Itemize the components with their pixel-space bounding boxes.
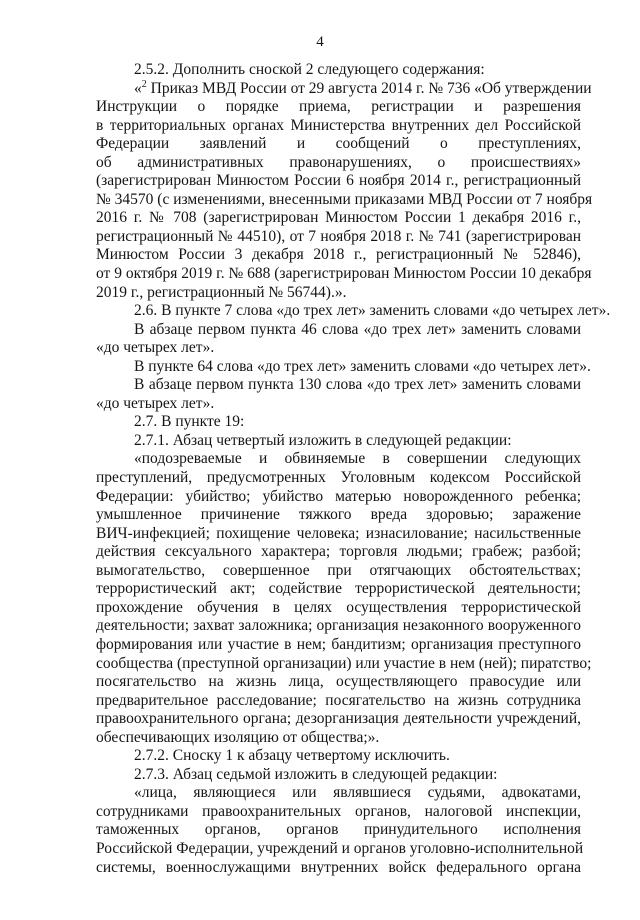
text-line: [96, 376, 581, 395]
text-line: [96, 172, 581, 191]
text-line: [96, 265, 592, 284]
text-line: [96, 395, 581, 414]
text-line-content: 2.7.1. Абзац четвертый изложить в следующей редакции:: [134, 431, 512, 449]
text-line-content: Федерации заявлений и сообщений о преступлениях,: [96, 135, 581, 153]
text-line: [96, 784, 581, 803]
text-line: [96, 246, 581, 265]
text-line: [96, 654, 592, 674]
document-body: [96, 61, 611, 877]
text-line-content: «до четырех лет».: [96, 394, 215, 412]
text-line-content: умышленное причинение тяжкого вреда здоровью; заражение: [96, 506, 581, 524]
text-line-content: 2.5.2. Дополнить сноской 2 следующего содержания:: [134, 61, 485, 78]
text-line: [96, 636, 581, 655]
text-line: [96, 525, 581, 544]
text-line-content: прохождение обучения в целях осуществления террористической: [96, 598, 581, 616]
text-line-content: (зарегистрирован Минюстом России 6 ноября 2014 г., регистрационный: [96, 172, 581, 190]
text-line: [96, 580, 581, 599]
text-line: [96, 766, 581, 785]
text-line-continuation: Приказ МВД России от 29 августа 2014 г. № 736 «Об утверждении: [146, 79, 592, 97]
text-line: [96, 209, 581, 228]
text-line: [96, 228, 581, 247]
text-line-content: ВИЧ-инфекцией; похищение человека; изнасилование; насильственные: [96, 524, 581, 542]
text-line-content: 2.7.3. Абзац седьмой изложить в следующей редакции:: [134, 765, 498, 783]
text-line: [96, 321, 581, 340]
text-line-content: деятельности; захват заложника; организация незаконного вооруженного: [96, 617, 581, 635]
text-line: [96, 562, 581, 581]
text-line-content: «до четырех лет».: [96, 339, 215, 357]
text-line-content: «лица, являющиеся или являвшиеся судьями, адвокатами,: [134, 784, 581, 802]
text-line: [96, 357, 591, 377]
text-line: [96, 135, 581, 154]
text-line-content: Инструкции о порядке приема, регистрации и разрешения: [96, 98, 581, 116]
text-line-content: обеспечивающих изоляцию от общества;».: [96, 728, 380, 746]
text-line-content: 2016 г. № 708 (зарегистрирован Минюстом России 1 декабря 2016 г.,: [96, 209, 581, 227]
text-line: [96, 821, 581, 840]
text-line: [96, 692, 581, 711]
text-line: [96, 154, 581, 173]
text-line-content: в территориальных органах Министерства внутренних дел Российской: [96, 116, 581, 134]
text-line: [96, 506, 581, 525]
text-line: [96, 117, 581, 136]
text-line-content: В пункте 64 слова «до трех лет» заменить словами «до четырех лет».: [134, 357, 591, 375]
text-line: [96, 302, 611, 321]
text-line: [96, 190, 593, 210]
text-line: [96, 803, 581, 822]
text-line: [96, 450, 581, 469]
text-line: [96, 432, 581, 451]
page-number: 4: [316, 34, 324, 50]
footnote-marker: 2: [141, 78, 147, 90]
text-line-content: 2.7. В пункте 19:: [134, 413, 245, 431]
text-line: [96, 710, 581, 729]
text-line-content: «: [134, 79, 142, 97]
text-line-content: 2019 г., регистрационный № 56744).».: [96, 283, 347, 301]
text-line: [96, 859, 581, 878]
text-line-content: от 9 октября 2019 г. № 688 (зарегистрирован Минюстом России 10 декабря: [96, 265, 592, 283]
text-line-content: Минюстом России 3 декабря 2018 г., регистрационный № 52846),: [96, 246, 581, 264]
text-line-content: Федерации: убийство; убийство матерью новорожденного ребенка;: [96, 487, 581, 505]
text-line: [96, 98, 581, 117]
text-line: [96, 488, 581, 507]
text-line: [96, 617, 581, 636]
text-line-content: об административных правонарушениях, о происшествиях»: [96, 153, 581, 171]
text-line-content: 2.7.2. Сноску 1 к абзацу четвертому исключить.: [134, 747, 450, 765]
text-line: [96, 78, 592, 99]
text-line-content: действия сексуального характера; торговля людьми; грабеж; разбой;: [96, 543, 581, 561]
text-line-content: формирования или участие в нем; бандитизм; организация преступного: [96, 635, 581, 653]
text-line-content: системы, военнослужащими внутренних войск федерального органа: [96, 858, 581, 876]
text-line-content: «подозреваемые и обвиняемые в совершении следующих: [134, 450, 581, 468]
text-line-content: сообщества (преступной организации) или участие в нем (ней); пиратство;: [96, 654, 592, 672]
text-line: [96, 413, 581, 432]
text-line-content: 2.6. В пункте 7 слова «до трех лет» заменить словами «до четырех лет».: [134, 302, 611, 320]
text-line: [96, 839, 584, 859]
text-line-content: посягательство на жизнь лица, осуществляющего правосудие или: [96, 673, 581, 691]
text-line: [96, 284, 581, 303]
text-line-content: регистрационный № 44510), от 7 ноября 2018 г. № 741 (зарегистрирован: [96, 227, 581, 245]
text-line: [96, 339, 581, 358]
text-line: [96, 673, 581, 692]
text-line: [96, 61, 581, 80]
text-line-content: преступлений, предусмотренных Уголовным кодексом Российской: [96, 469, 581, 487]
text-line-content: вымогательство, совершенное при отягчающих обстоятельствах;: [96, 561, 581, 579]
text-line-content: В абзаце первом пункта 46 слова «до трех лет» заменить словами: [134, 320, 581, 338]
text-line: [96, 747, 581, 766]
text-line-content: таможенных органов, органов принудительного исполнения: [96, 821, 581, 839]
text-line: [96, 543, 581, 562]
text-line-content: террористический акт; содействие террористической деятельности;: [96, 580, 581, 598]
text-line-content: сотрудниками правоохранительных органов, налоговой инспекции,: [96, 802, 581, 820]
text-line-content: Российской Федерации, учреждений и органов уголовно-исполнительной: [96, 839, 584, 857]
text-line-content: В абзаце первом пункта 130 слова «до трех лет» заменить словами: [134, 376, 581, 394]
text-line-content: правоохранительного органа; дезорганизация деятельности учреждений,: [96, 710, 581, 728]
text-line: [96, 599, 581, 618]
text-line-content: предварительное расследование; посягательство на жизнь сотрудника: [96, 691, 581, 709]
text-line: [96, 729, 581, 748]
text-line-content: № 34570 (с изменениями, внесенными приказами МВД России от 7 ноября: [96, 190, 593, 208]
text-line: [96, 469, 581, 488]
